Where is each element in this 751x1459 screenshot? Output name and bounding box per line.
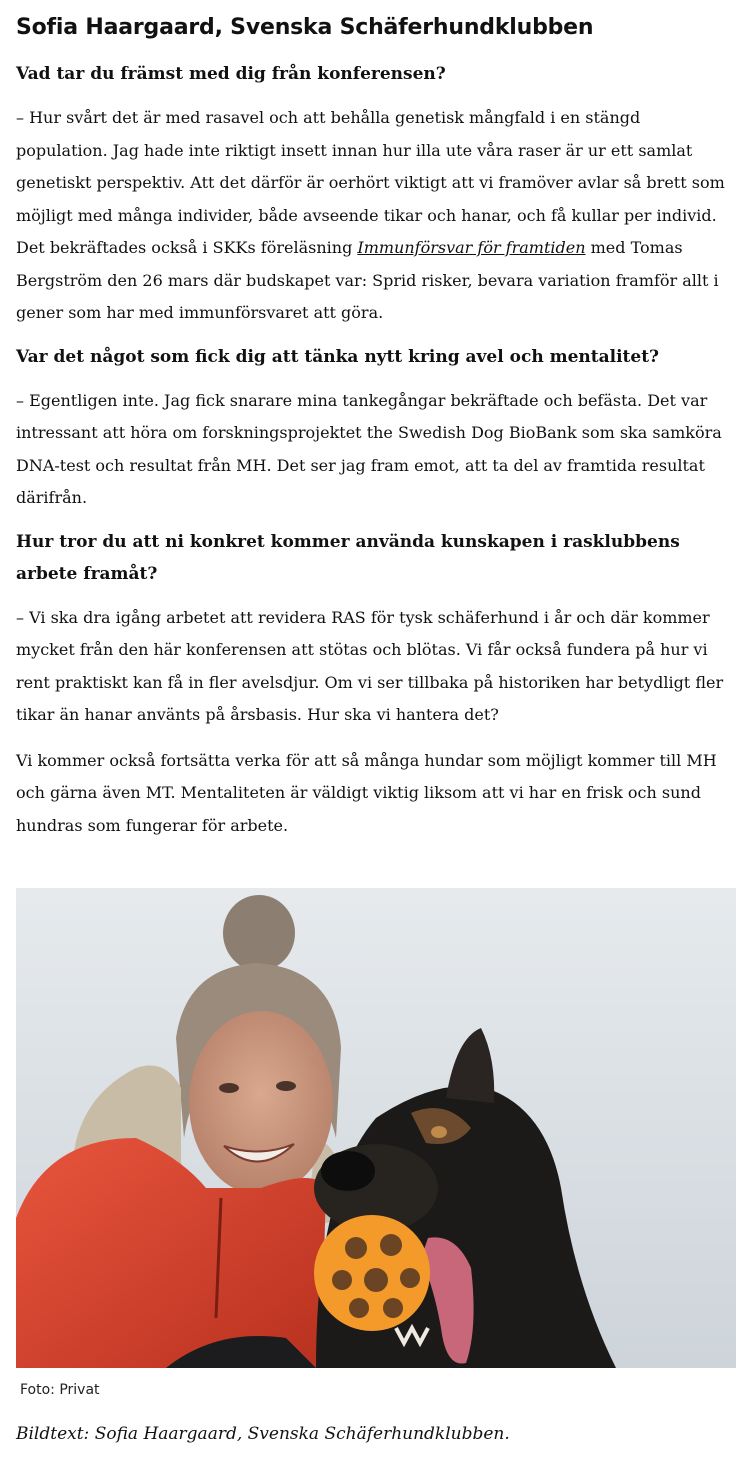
article-heading: Sofia Haargaard, Svenska Schäferhundklubben	[16, 15, 594, 40]
answer-1-text-end: med Tomas Bergström den 26 mars där budskapet var: Sprid risker, bevara variation framför allt i gener som har med immunförsvaret att göra.	[16, 238, 719, 322]
question-1: Vad tar du främst med dig från konferensen?	[16, 64, 446, 84]
article-photo	[16, 888, 736, 1368]
article	[16, 0, 736, 842]
dog-eye	[431, 1126, 447, 1138]
answer-3-continued: Vi kommer också fortsätta verka för att så många hundar som möjligt kommer till MH och gärna även MT. Mentaliteten är väldigt viktig liksom att vi har en frisk och sund hundras som fungerar för arbete.	[16, 750, 717, 835]
photo-caption: Bildtext: Sofia Haargaard, Svenska Schäferhundklubben.	[16, 1424, 510, 1444]
left-eye	[219, 1083, 239, 1093]
immunforsvar-link[interactable]: Immunförsvar för framtiden	[357, 238, 586, 257]
answer-3: – Vi ska dra igång arbetet att revidera RAS för tysk schäferhund i år och där kommer mycket från den här konferensen att stötas och blötas. Vi får också fundera på hur vi rent praktiskt kan få in fler avelsdjur. Om vi ser tillbaka på historiken har betydligt fler tikar än hanar använts på årsbasis. Hur ska vi hantera det?	[16, 607, 724, 724]
dog-nose	[321, 1151, 375, 1191]
answer-1	[16, 102, 736, 330]
answer-2: – Egentligen inte. Jag fick snarare mina tankegångar bekräftade och befästa. Det var intressant att höra om forskningsprojektet the Swedish Dog BioBank som ska samköra DNA-test och resultat från MH. Det ser jag fram emot, att ta del av framtida resultat därifrån.	[16, 390, 722, 507]
photo-credit: Foto: Privat	[20, 1382, 100, 1398]
question-3: Hur tror du att ni konkret kommer använda kunskapen i rasklubbens arbete framåt?	[16, 531, 680, 584]
photo-illustration	[16, 888, 736, 1368]
face	[189, 1011, 333, 1195]
right-eye	[276, 1081, 296, 1091]
hair-bun	[223, 895, 295, 971]
answer-1-text-start: – Hur svårt det är med rasavel och att behålla genetisk mångfald i en stängd population. Jag hade inte riktigt insett innan hur illa ute våra raser är ur ett samlat genetiskt perspektiv. Att det därför är oerhört viktigt att vi framöver avlar så brett som möjligt med många individer, både avseende tikar och hanar, och få kullar per individ. Det bekräftades också i SKKs föreläsning	[16, 108, 725, 257]
question-2: Var det något som fick dig att tänka nytt kring avel och mentalitet?	[16, 346, 660, 367]
